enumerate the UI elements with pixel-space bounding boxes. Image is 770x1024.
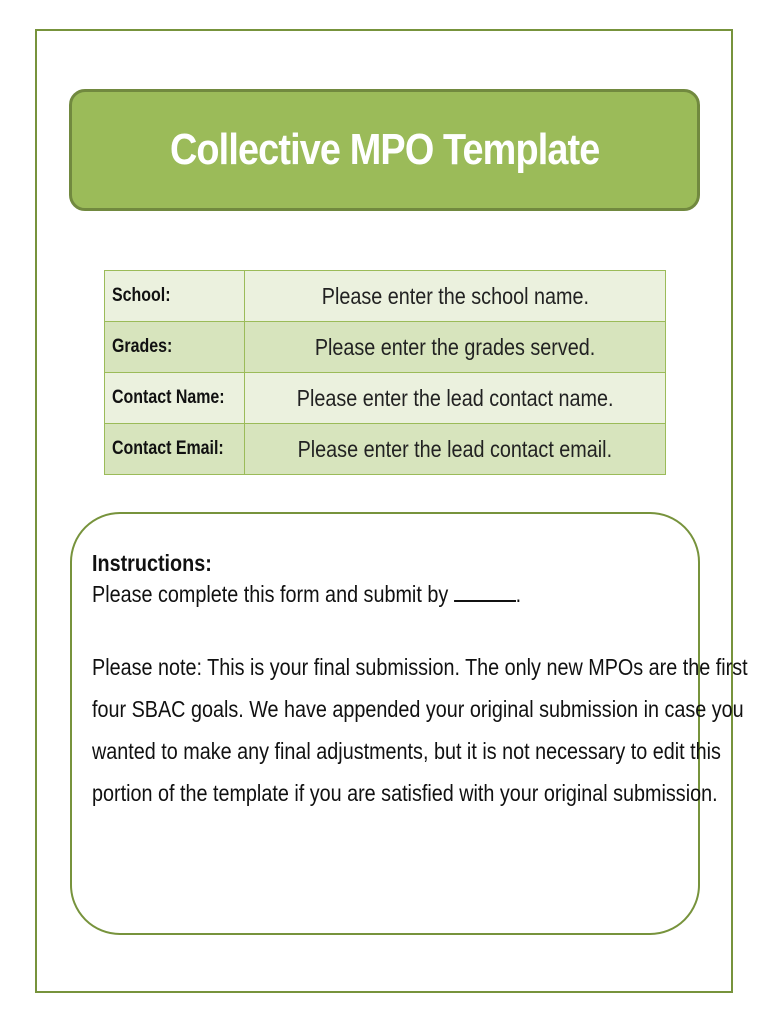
- page-title: Collective MPO Template: [169, 125, 600, 174]
- contact-name-label-text: Contact Name:: [112, 387, 225, 408]
- school-field[interactable]: [245, 271, 666, 322]
- note-line: four SBAC goals. We have appended your original submission in case you: [92, 696, 744, 722]
- contact-email-label-text: Contact Email:: [112, 438, 224, 459]
- contact-email-field-text: Please enter the lead contact email.: [297, 435, 613, 462]
- grades-field[interactable]: [245, 322, 666, 373]
- contact-name-field[interactable]: [245, 373, 666, 424]
- title-banner: [69, 89, 700, 211]
- grades-field-text: Please enter the grades served.: [314, 333, 596, 360]
- instructions-content: [92, 548, 748, 814]
- submit-deadline-line: [92, 578, 642, 609]
- contact-email-field[interactable]: [245, 424, 666, 475]
- note-line: portion of the template if you are satisfied with your original submission.: [92, 780, 718, 806]
- school-label-text: School:: [112, 285, 171, 306]
- contact-name-field-text: Please enter the lead contact name.: [296, 384, 614, 411]
- contact-name-label: [105, 373, 245, 424]
- info-row-contact-email: [105, 424, 666, 475]
- note-line: wanted to make any final adjustments, but it is not necessary to edit this: [92, 738, 721, 764]
- info-row-grades: [105, 322, 666, 373]
- grades-label: [105, 322, 245, 373]
- grades-label-text: Grades:: [112, 336, 173, 357]
- school-label: [105, 271, 245, 322]
- info-row-school: [105, 271, 666, 322]
- submit-deadline-period: .: [515, 581, 522, 607]
- deadline-blank: [454, 578, 516, 602]
- submit-deadline-text: Please complete this form and submit by: [92, 581, 449, 607]
- note-line: Please note: This is your final submission. The only new MPOs are the first: [92, 654, 748, 680]
- info-table: [104, 270, 666, 475]
- school-field-text: Please enter the school name.: [321, 282, 589, 309]
- submission-note: [92, 646, 748, 814]
- contact-email-label: [105, 424, 245, 475]
- instructions-heading: Instructions:: [92, 550, 212, 576]
- info-row-contact-name: [105, 373, 666, 424]
- instructions-box: [70, 512, 748, 935]
